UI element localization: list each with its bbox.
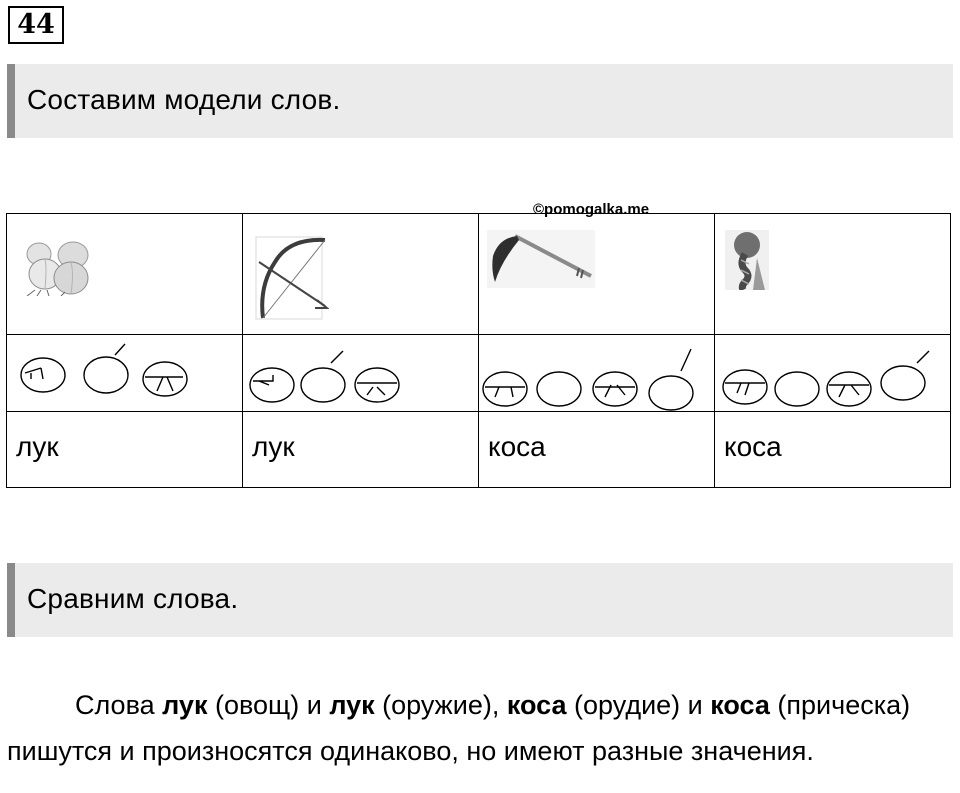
bold-word: лук — [329, 690, 375, 720]
braid-icon — [725, 230, 769, 290]
bold-word: коса — [506, 690, 567, 720]
explanation-paragraph — [7, 682, 937, 774]
model-cell — [7, 335, 243, 412]
word-cell — [479, 412, 715, 488]
picture-cell — [243, 214, 479, 335]
model-cell — [715, 335, 951, 412]
text-run: (оружие), — [374, 690, 507, 720]
model-cell — [243, 335, 479, 412]
heading-text: Составим модели слов. — [27, 84, 341, 115]
sound-model-luk-1 — [7, 335, 242, 411]
model-cell — [479, 335, 715, 412]
section-heading-compare — [7, 563, 953, 637]
sound-model-kosa-1 — [479, 335, 714, 411]
section-heading-models — [7, 64, 953, 138]
words-row — [7, 412, 951, 488]
picture-cell — [715, 214, 951, 335]
bold-word: коса — [710, 690, 770, 720]
word-cell — [243, 412, 479, 488]
bow-icon — [253, 234, 329, 322]
sound-model-kosa-2 — [715, 335, 950, 411]
heading-text: Сравним слова. — [27, 583, 239, 614]
word-cell — [7, 412, 243, 488]
word-label: коса — [724, 431, 782, 462]
pictures-row — [7, 214, 951, 335]
text-run: (орудие) и — [566, 690, 711, 720]
text-run: (прическа) пишутся и произносятся одинаково, но имеют разные значения. — [7, 690, 911, 766]
sound-model-luk-2 — [243, 335, 478, 411]
text-run: (овощ) и — [207, 690, 330, 720]
watermark: ©pomogalka.me — [533, 201, 650, 218]
onion-icon — [17, 232, 97, 296]
word-label: лук — [16, 431, 59, 462]
word-models-table — [6, 213, 951, 488]
word-label: лук — [252, 431, 295, 462]
bold-word: лук — [162, 690, 208, 720]
picture-cell — [7, 214, 243, 335]
word-cell — [715, 412, 951, 488]
sound-models-row — [7, 335, 951, 412]
task-number: 44 — [8, 6, 64, 44]
scythe-icon — [487, 230, 595, 288]
picture-cell — [479, 214, 715, 335]
text-run: Слова — [75, 690, 163, 720]
word-label: коса — [488, 431, 546, 462]
